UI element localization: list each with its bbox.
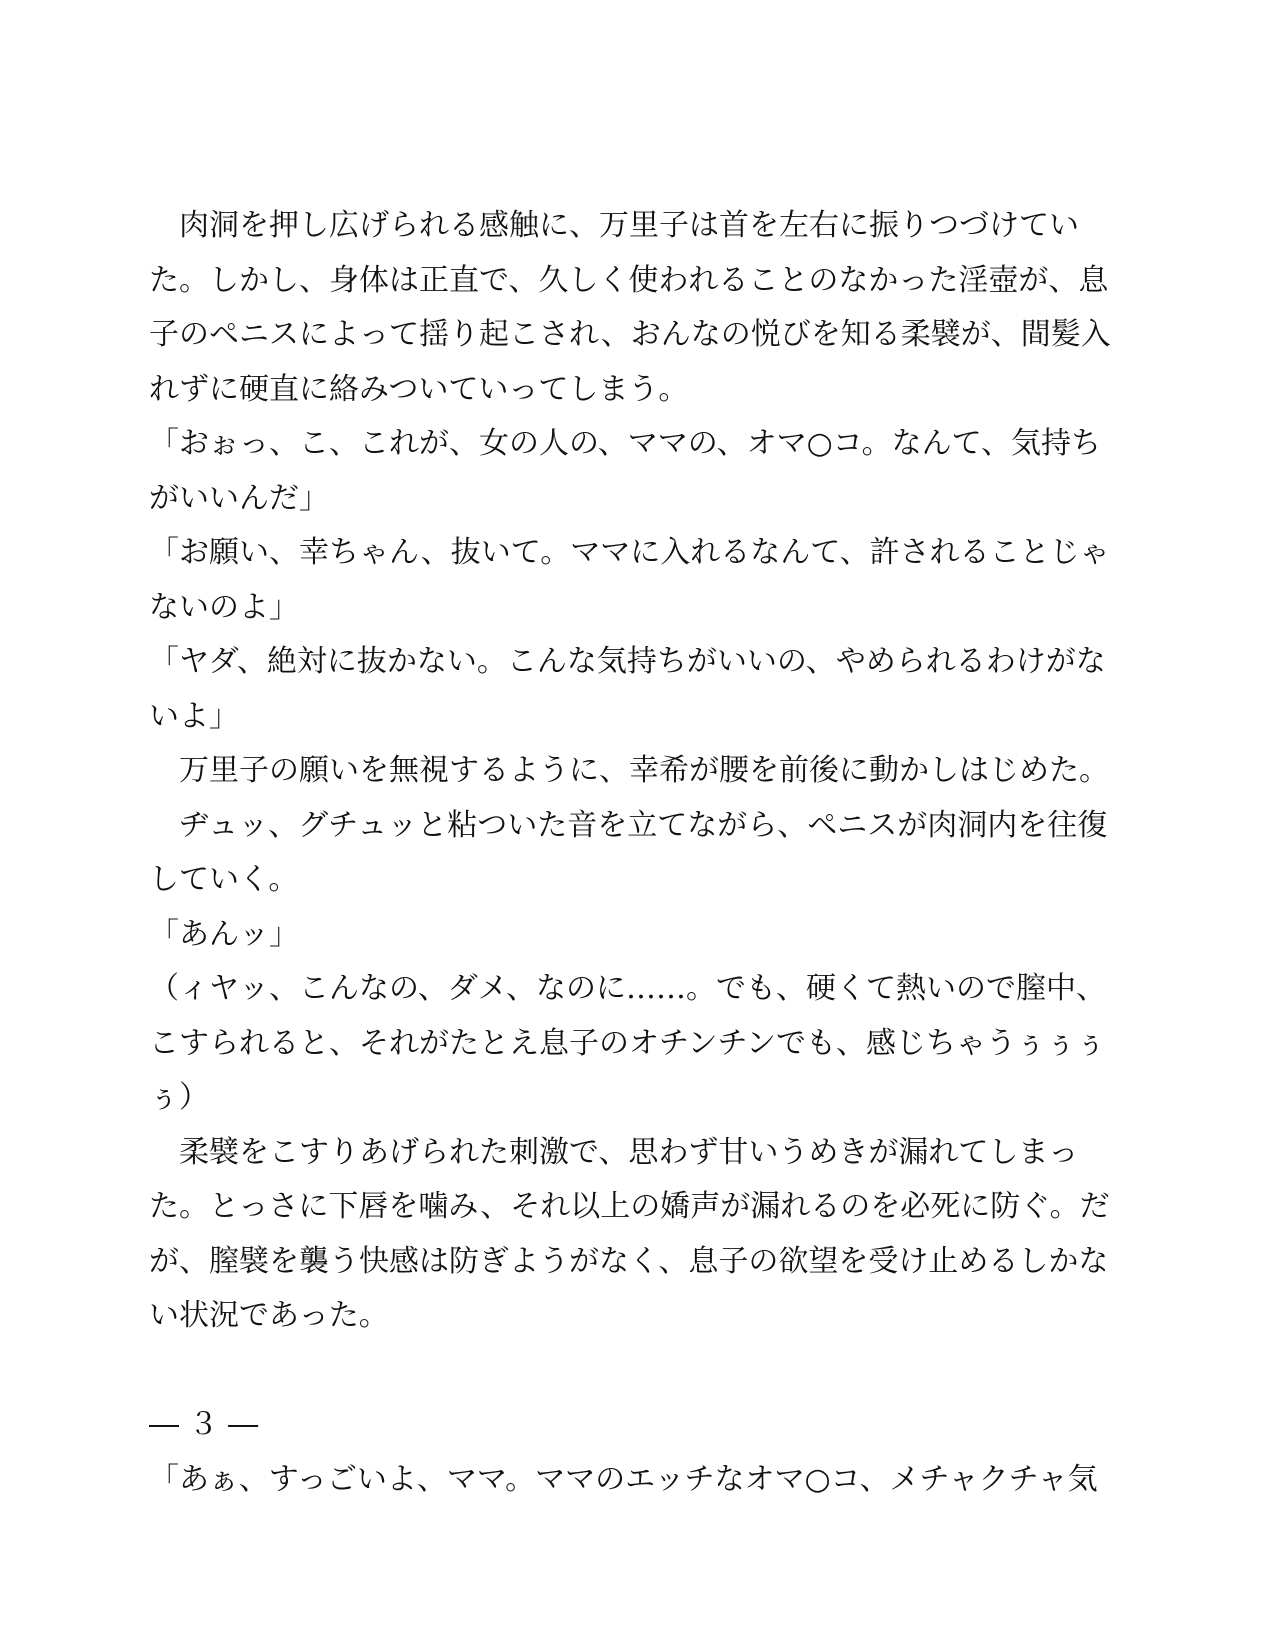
text-line: ぅ） xyxy=(149,1080,209,1115)
text-line: 「おぉっ、こ、これが、女の人の、ママの、オマ○コ。なんて、気持ち xyxy=(149,426,1101,461)
text-line: が、膣襞を襲う快感は防ぎようがなく、息子の欲望を受け止めるしかな xyxy=(149,1243,1109,1279)
text-line: 万里子の願いを無視するように、幸希が腰を前後に動かしはじめた。 xyxy=(149,753,1109,788)
text-line: れずに硬直に絡みついていってしまう。 xyxy=(149,371,689,407)
section-marker: ― ３ ― xyxy=(149,1407,259,1442)
text-line: いよ」 xyxy=(149,698,239,734)
body-text xyxy=(149,199,1129,1507)
text-line: 肉洞を押し広げられる感触に、万里子は首を左右に振りつづけてい xyxy=(149,208,1079,243)
text-line: ないのよ」 xyxy=(149,589,299,625)
text-line: 柔襞をこすりあげられた刺激で、思わず甘いうめきが漏れてしまっ xyxy=(149,1134,1079,1170)
text-line: 「あんッ」 xyxy=(149,916,299,952)
text-line: い状況であった。 xyxy=(149,1298,389,1333)
text-line: がいいんだ」 xyxy=(149,480,329,516)
text-line: た。とっさに下唇を噛み、それ以上の嬌声が漏れるのを必死に防ぐ。だ xyxy=(149,1189,1110,1224)
blank-line xyxy=(149,1344,1129,1399)
text-line: こすられると、それがたとえ息子のオチンチンでも、感じちゃうぅぅぅ xyxy=(149,1025,1106,1061)
text-line: （ィヤッ、こんなの、ダメ、なのに……。でも、硬くて熱いので膣中、 xyxy=(149,971,1106,1006)
text-line: していく。 xyxy=(149,862,299,897)
text-line: 「あぁ、すっごいよ、ママ。ママのエッチなオマ○コ、メチャクチャ気 xyxy=(149,1461,1098,1497)
text-line: た。しかし、身体は正直で、久しく使われることのなかった淫壺が、息 xyxy=(149,262,1109,298)
text-line: 「ヤダ、絶対に抜かない。こんな気持ちがいいの、やめられるわけがな xyxy=(149,644,1106,679)
text-line: ヂュッ、グチュッと粘ついた音を立てながら、ペニスが肉洞内を往復 xyxy=(149,807,1108,843)
text-line: 子のペニスによって揺り起こされ、おんなの悦びを知る柔襞が、間髪入 xyxy=(149,317,1111,352)
text-line: 「お願い、幸ちゃん、抜いて。ママに入れるなんて、許されることじゃ xyxy=(149,535,1110,570)
